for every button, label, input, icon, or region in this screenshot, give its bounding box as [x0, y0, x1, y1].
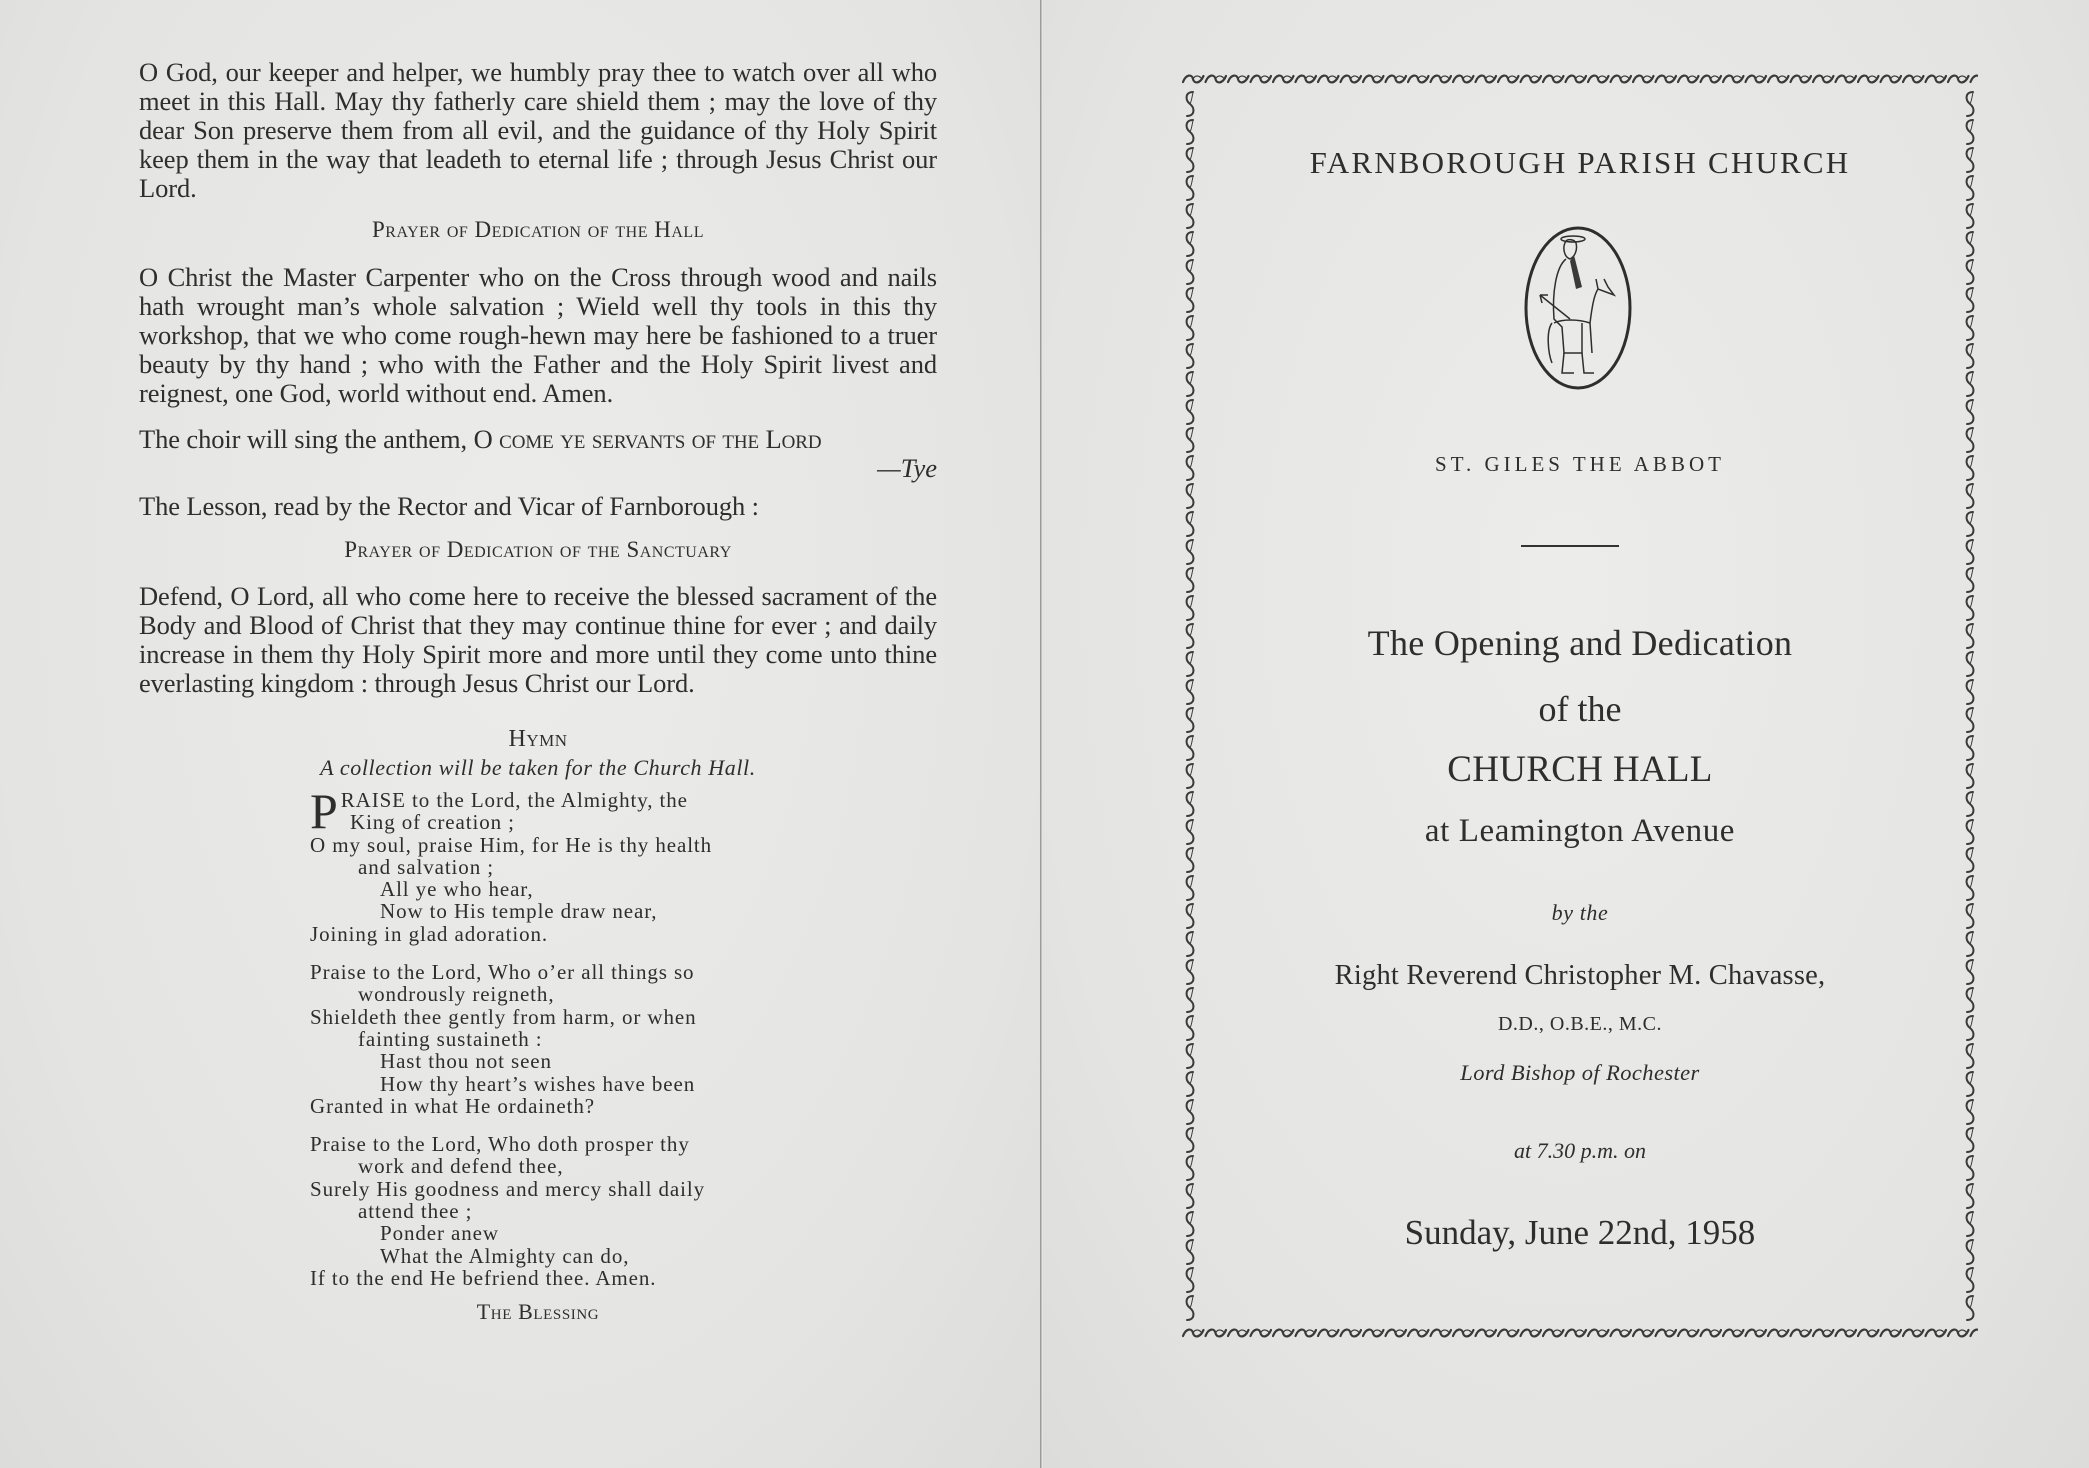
- hymn-line: Ponder anew: [380, 1221, 499, 1246]
- hymn-verse: [310, 1133, 937, 1289]
- hymn-line: Joining in glad adoration.: [310, 921, 549, 946]
- anthem-composer: —Tye: [877, 453, 937, 483]
- by-the: by the: [1551, 900, 1609, 925]
- hymn-line: Shieldeth thee gently from harm, or when: [310, 1004, 697, 1029]
- bishop-honours: D.D., O.B.E., M.C.: [1497, 1013, 1662, 1035]
- hymn-line: O my soul, praise Him, for He is thy health: [310, 832, 713, 857]
- left-page-content: [139, 58, 937, 1325]
- prayer-sanctuary-heading: Prayer of Dedication of the Sanctuary: [344, 537, 732, 562]
- hymn-line: Praise to the Lord, Who doth prosper thy: [310, 1132, 690, 1157]
- drop-cap: P: [310, 783, 339, 839]
- rope-ornament-icon: [1182, 1324, 1978, 1342]
- hymn-line: work and defend thee,: [358, 1154, 564, 1179]
- page-fold: [1040, 0, 1043, 1468]
- anthem-title: O come ye servants of the Lord: [473, 424, 822, 454]
- event-time: at 7.30 p.m. on: [1514, 1138, 1646, 1163]
- hymn-line: What the Almighty can do,: [380, 1243, 630, 1268]
- choir-intro: The choir will sing the anthem,: [139, 424, 474, 454]
- choir-anthem-line: [139, 425, 937, 454]
- rope-ornament-icon: [1182, 70, 1978, 88]
- title-line-2: of the: [1538, 689, 1622, 729]
- hymn-verse: [310, 961, 937, 1117]
- hymn-line: RAISE to the Lord, the Almighty, the: [340, 788, 688, 812]
- s-chain-ornament-icon: [1182, 90, 1198, 1322]
- hymn-line: How thy heart’s wishes have been: [380, 1071, 696, 1096]
- hymn-line: Hast thou not seen: [380, 1049, 552, 1074]
- bishop-title: Lord Bishop of Rochester: [1460, 1060, 1700, 1085]
- prayer-hall-heading: Prayer of Dedication of the Hall: [372, 217, 704, 242]
- prayer-sanctuary-text: Defend, O Lord, all who come here to receive the blessed sacrament of the Body and Blood of Christ that they may continue thine for ever ; and daily increase in them thy Holy Spirit more and more until they come unto thine everlasting kingdom : through Jesus Christ our Lord.: [139, 581, 937, 698]
- border-top-ornament: [1182, 70, 1978, 88]
- bishop-name: Right Reverend Christopher M. Chavasse,: [1334, 960, 1826, 991]
- title-line-4: at Leamington Avenue: [1424, 813, 1736, 849]
- hymn-line: and salvation ;: [358, 854, 494, 879]
- hymn-line: Now to His temple draw near,: [380, 899, 658, 924]
- hymn-heading: Hymn: [508, 726, 568, 752]
- church-name: FARNBOROUGH PARISH CHURCH: [1309, 145, 1851, 180]
- hymn-line: All ye who hear,: [380, 877, 534, 902]
- st-giles-with-hind-icon: [1518, 223, 1638, 393]
- hymn-line: Praise to the Lord, Who o’er all things so: [310, 960, 695, 985]
- title-line-1: The Opening and Dedication: [1367, 623, 1793, 663]
- blessing-heading: The Blessing: [476, 1299, 600, 1325]
- patron-saint: ST. GILES THE ABBOT: [1435, 452, 1725, 476]
- hymn-line: Granted in what He ordaineth?: [310, 1093, 596, 1118]
- hymn-verse: [310, 783, 937, 946]
- lesson-line: The Lesson, read by the Rector and Vicar of Farnborough :: [139, 491, 759, 521]
- hymn-line: attend thee ;: [358, 1199, 473, 1224]
- opening-prayer: O God, our keeper and helper, we humbly pray thee to watch over all who meet in this Hall. May thy fatherly care shield them ; may the love of thy dear Son preserve them from all evil, and the guidance of thy Holy Spirit keep them in the way that leadeth to eternal life ; through Jesus Christ our Lord.: [139, 57, 937, 203]
- prayer-hall-text: O Christ the Master Carpenter who on the Cross through wood and nails hath wrought man’s whole salvation ; Wield well thy tools in this thy workshop, that we who come rough-hewn may here be fashioned to a truer beauty by thy hand ; who with the Father and the Holy Spirit livest and reignest, one God, world without end. Amen.: [139, 262, 937, 408]
- hymn-line: King of creation ;: [350, 810, 515, 835]
- event-date: Sunday, June 22nd, 1958: [1404, 1213, 1756, 1252]
- title-line-3: CHURCH HALL: [1447, 749, 1713, 790]
- hymn-text: [310, 783, 937, 1290]
- left-page: [0, 0, 1040, 1468]
- hymn-line: fainting sustaineth :: [358, 1026, 543, 1051]
- hymn-line: Surely His goodness and mercy shall daily: [310, 1176, 706, 1201]
- hymn-line: wondrously reigneth,: [358, 982, 555, 1007]
- s-chain-ornament-icon: [1962, 90, 1978, 1322]
- divider-rule: [1521, 545, 1619, 547]
- border-right-ornament: [1962, 90, 1978, 1322]
- border-left-ornament: [1182, 90, 1198, 1322]
- collection-note: A collection will be taken for the Church Hall.: [320, 755, 756, 780]
- border-bottom-ornament: [1182, 1324, 1978, 1342]
- hymn-line: If to the end He befriend thee. Amen.: [310, 1265, 657, 1290]
